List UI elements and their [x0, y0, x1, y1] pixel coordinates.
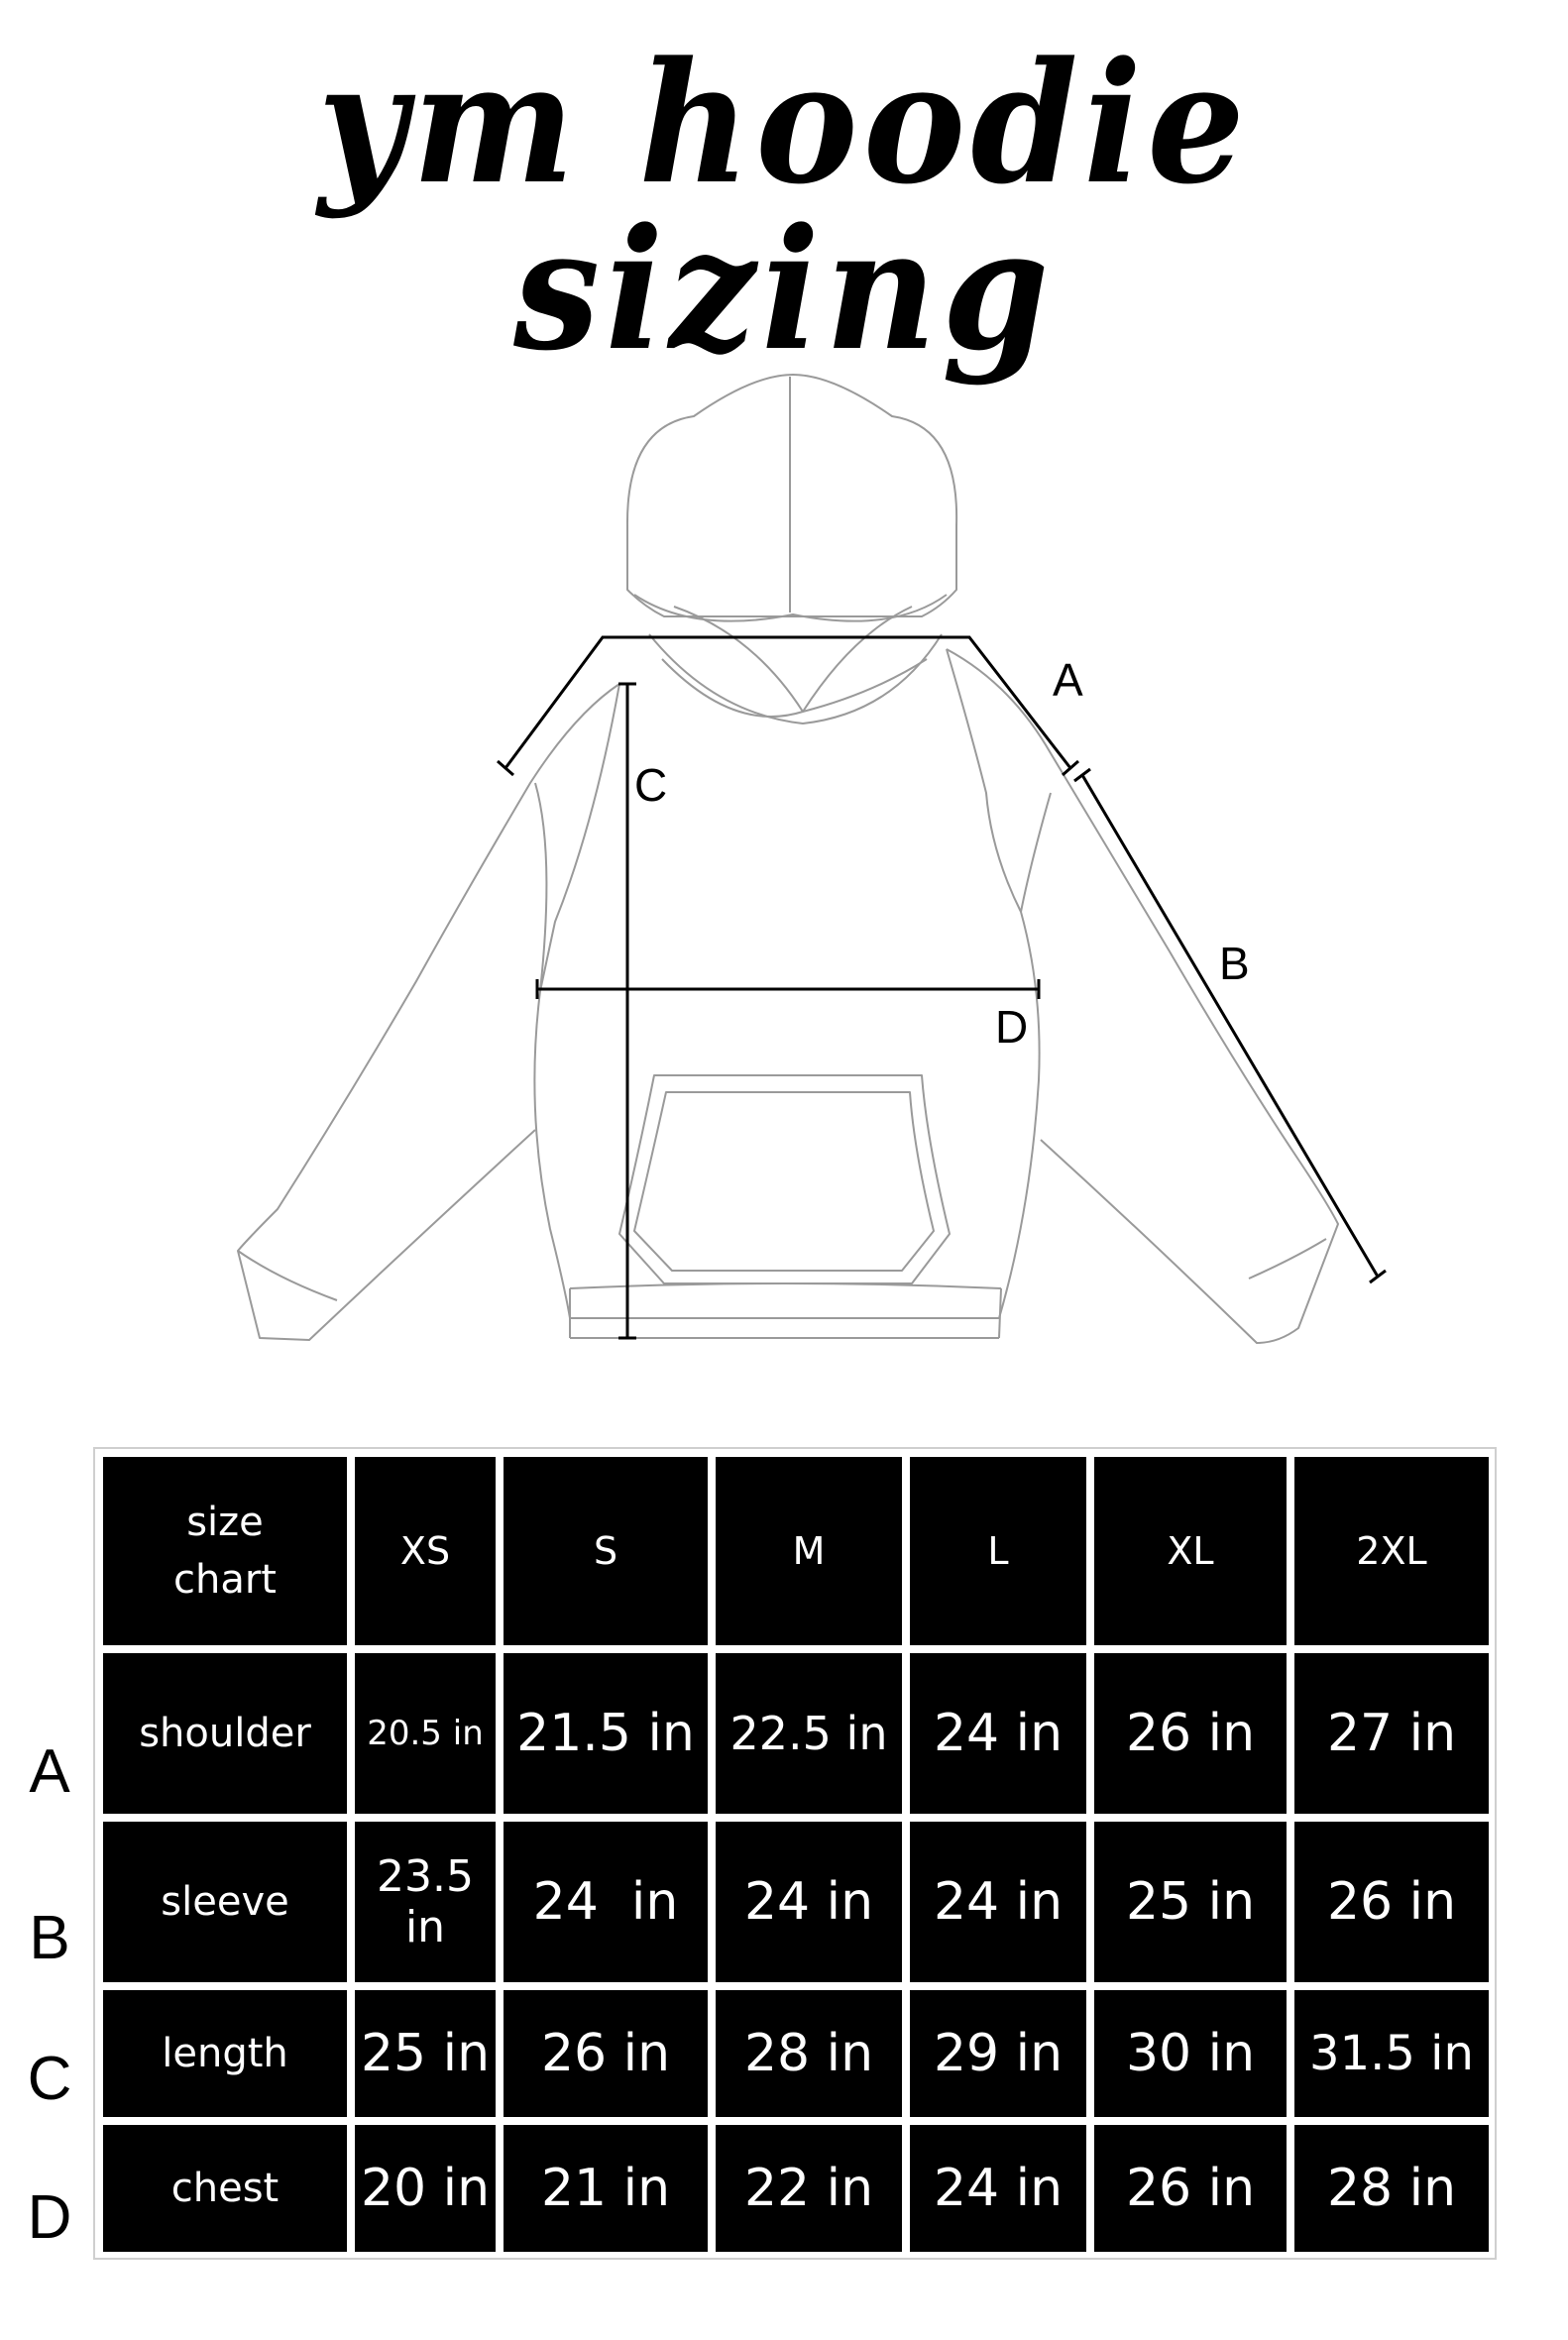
table-cell: 26 in [1094, 1653, 1287, 1814]
table-cell: 22 in [716, 2125, 902, 2252]
size-chart-corner: size chart [103, 1457, 347, 1645]
table-cell: 22.5 in [716, 1653, 902, 1814]
size-header-2xl: 2XL [1294, 1457, 1489, 1645]
table-cell: 26 in [504, 1990, 708, 2117]
row-label-sleeve: sleeve [103, 1822, 347, 1982]
table-cell: 20.5 in [355, 1653, 496, 1814]
diagram-label-d: D [995, 1001, 1029, 1053]
table-cell: 26 in [1094, 2125, 1287, 2252]
table-cell: 26 in [1294, 1822, 1489, 1982]
row-letter-c: C [27, 2045, 72, 2113]
sleeve-measure-line [1082, 775, 1378, 1277]
size-header-s: S [504, 1457, 708, 1645]
table-cell: 28 in [1294, 2125, 1489, 2252]
size-header-l: L [910, 1457, 1086, 1645]
row-label-shoulder: shoulder [103, 1653, 347, 1814]
diagram-label-a: A [1053, 654, 1083, 706]
size-header-m: M [716, 1457, 902, 1645]
table-cell: 20 in [355, 2125, 496, 2252]
page-title: ym hoodie sizing [317, 25, 1251, 388]
table-cell: 27 in [1294, 1653, 1489, 1814]
diagram-label-b: B [1219, 938, 1250, 989]
table-cell: 24 in [910, 1653, 1086, 1814]
table-cell: 30 in [1094, 1990, 1287, 2117]
table-cell: 21.5 in [504, 1653, 708, 1814]
hoodie-sketch [238, 375, 1338, 1343]
table-cell: 23.5 in [355, 1822, 496, 1982]
row-label-length: length [103, 1990, 347, 2117]
size-header-xl: XL [1094, 1457, 1287, 1645]
table-cell: 25 in [1094, 1822, 1287, 1982]
table-cell: 21 in [504, 2125, 708, 2252]
table-cell: 31.5 in [1294, 1990, 1489, 2117]
measurement-lines [498, 637, 1386, 1338]
table-cell: 25 in [355, 1990, 496, 2117]
row-letter-b: B [29, 1904, 70, 1972]
shoulder-measure-line [505, 637, 1070, 768]
row-letter-a: A [29, 1737, 70, 1806]
diagram-label-c: C [634, 759, 668, 811]
size-header-xs: XS [355, 1457, 496, 1645]
table-cell: 29 in [910, 1990, 1086, 2117]
row-letter-d: D [27, 2183, 72, 2252]
table-cell: 24 in [910, 1822, 1086, 1982]
table-cell: 24 in [716, 1822, 902, 1982]
row-label-chest: chest [103, 2125, 347, 2252]
table-cell: 24 in [504, 1822, 708, 1982]
table-cell: 24 in [910, 2125, 1086, 2252]
table-cell: 28 in [716, 1990, 902, 2117]
size-chart-table [93, 1447, 1497, 2260]
